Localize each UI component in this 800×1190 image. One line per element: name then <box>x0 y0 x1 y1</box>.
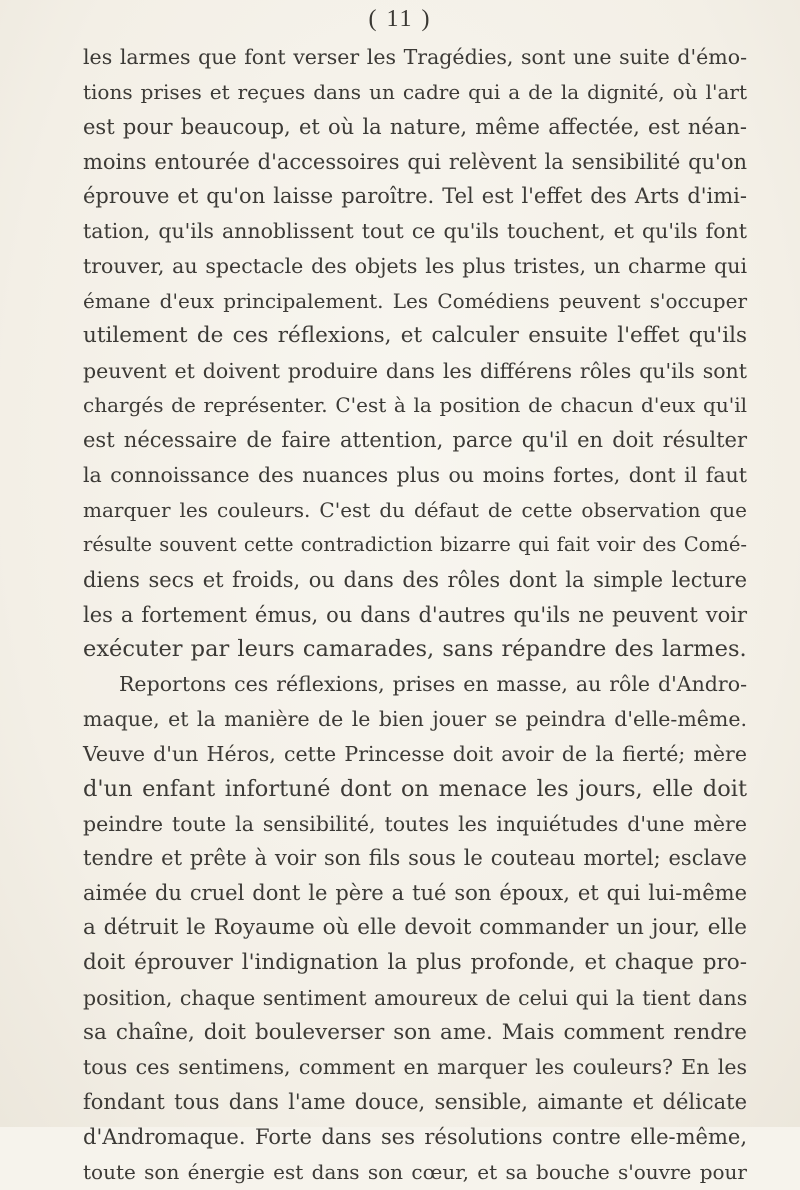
text-line: tions prises et reçues dans un cadre qui a de la dignité, où l'art <box>83 79 747 104</box>
text-line: aimée du cruel dont le père a tué son époux, et qui lui-même <box>83 881 747 906</box>
text-line: peuvent et doivent produire dans les différens rôles qu'ils sont <box>83 358 747 383</box>
text-line: trouver, au spectacle des objets les plus tristes, un charme qui <box>83 254 747 279</box>
page-number: ( 11 ) <box>368 6 432 32</box>
body-text <box>83 40 747 1190</box>
text-line: d'un enfant infortuné dont on menace les jours, elle doit <box>83 775 747 802</box>
text-line: tendre et prête à voir son fils sous le couteau mortel; esclave <box>83 846 747 871</box>
text-line: moins entourée d'accessoires qui relèvent la sensibilité qu'on <box>83 149 747 174</box>
text-line: les a fortement émus, ou dans d'autres qu'ils ne peuvent voir <box>83 602 747 627</box>
text-line: utilement de ces réflexions, et calculer ensuite l'effet qu'ils <box>83 322 747 348</box>
text-line: émane d'eux principalement. Les Comédiens peuvent s'occuper <box>83 288 747 313</box>
text-line: doit éprouver l'indignation la plus profonde, et chaque pro- <box>83 949 747 975</box>
text-line: résulte souvent cette contradiction bizarre qui fait voir des Comé- <box>83 532 747 556</box>
text-line: la connoissance des nuances plus ou moins fortes, dont il faut <box>83 463 747 488</box>
text-line: est pour beaucoup, et où la nature, même affectée, est néan- <box>83 114 747 139</box>
text-line: peindre toute la sensibilité, toutes les inquiétudes d'une mère <box>83 811 747 836</box>
text-line: maque, et la manière de le bien jouer se peindra d'elle-même. <box>83 707 747 732</box>
text-line: chargés de représenter. C'est à la position de chacun d'eux qu'il <box>83 393 747 418</box>
text-line: tation, qu'ils annoblissent tout ce qu'ils touchent, et qu'ils font <box>83 219 747 244</box>
text-line: Veuve d'un Héros, cette Princesse doit avoir de la fierté; mère <box>83 741 747 766</box>
text-line: marquer les couleurs. C'est du défaut de cette observation que <box>83 497 747 522</box>
text-line: fondant tous dans l'ame douce, sensible, aimante et délicate <box>83 1090 747 1115</box>
text-line: tous ces sentimens, comment en marquer les couleurs? En les <box>83 1055 747 1080</box>
text-line: sa chaîne, doit bouleverser son ame. Mais comment rendre <box>83 1019 747 1045</box>
text-line: les larmes que font verser les Tragédies, sont une suite d'émo- <box>83 45 747 69</box>
text-line: diens secs et froids, ou dans des rôles dont la simple lecture <box>83 567 747 592</box>
text-line: a détruit le Royaume où elle devoit commander un jour, elle <box>83 915 747 941</box>
paragraph-first-line: Reportons ces réflexions, prises en masse, au rôle d'Andro- <box>119 672 747 697</box>
text-line: est nécessaire de faire attention, parce qu'il en doit résulter <box>83 428 747 453</box>
text-line: d'Andromaque. Forte dans ses résolutions contre elle-même, <box>83 1125 747 1150</box>
text-line: toute son énergie est dans son cœur, et sa bouche s'ouvre pour <box>83 1160 747 1184</box>
text-line: position, chaque sentiment amoureux de celui qui la tient dans <box>83 985 748 1010</box>
text-line: éprouve et qu'on laisse paroître. Tel est l'effet des Arts d'imi- <box>83 184 747 209</box>
text-line: exécuter par leurs camarades, sans répandre des larmes. <box>83 636 747 663</box>
